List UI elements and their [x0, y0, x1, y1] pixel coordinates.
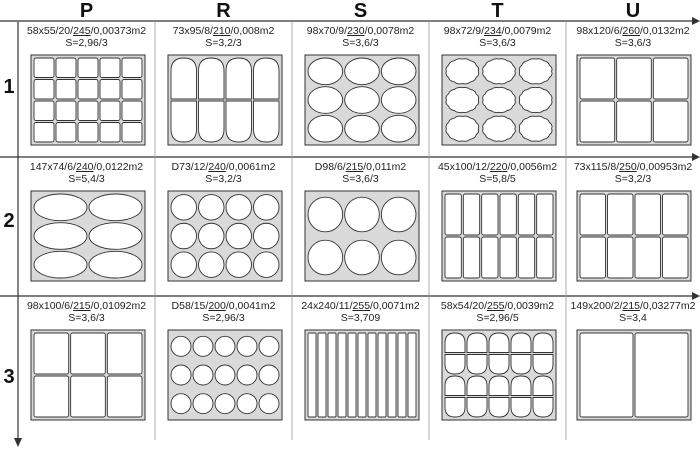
cavity — [381, 115, 416, 142]
cavity — [519, 59, 552, 84]
cell-spec-p2 — [18, 161, 155, 185]
dimension-label — [429, 161, 566, 173]
dimension-label — [155, 161, 292, 173]
tray-diagram-u2 — [576, 190, 692, 282]
column-header-t: T — [491, 0, 504, 22]
cavity — [653, 58, 688, 99]
cavity — [254, 58, 280, 99]
spec-part: /0,00373m2 — [90, 25, 147, 37]
spec-part: 210 — [212, 25, 231, 37]
cavity — [511, 398, 531, 418]
cavity — [107, 376, 142, 417]
cavity — [171, 195, 197, 221]
cavity — [259, 336, 279, 356]
cavity — [345, 197, 380, 232]
cavity — [489, 376, 509, 396]
cavity — [199, 195, 225, 221]
cavity — [483, 59, 516, 84]
area-label: S=3,4 — [619, 312, 647, 324]
area-label: S=5,4/3 — [68, 173, 105, 185]
spec-part: 230 — [347, 25, 365, 37]
cavity — [663, 237, 689, 278]
area-label: S=2,96/5 — [476, 312, 519, 324]
cavity — [215, 365, 235, 385]
cavity — [345, 115, 380, 142]
cavity — [71, 333, 106, 374]
cavity — [318, 333, 326, 417]
cavity — [445, 237, 461, 278]
cavity — [533, 376, 553, 396]
cavity — [237, 336, 257, 356]
dimension-label — [566, 300, 700, 312]
cavity — [463, 194, 479, 235]
dimension-label — [566, 25, 700, 37]
spec-part: /0,03277m2 — [640, 300, 696, 312]
cell-spec-t1 — [429, 25, 566, 49]
spec-part: 255 — [486, 300, 505, 312]
cavity — [171, 252, 197, 278]
spec-part: 260 — [622, 25, 641, 37]
cavity — [635, 333, 688, 417]
cavity — [34, 80, 54, 100]
area-label: S=5,8/5 — [479, 173, 516, 185]
spec-part: 250 — [619, 161, 637, 173]
dimension-label — [292, 161, 429, 173]
cavity — [254, 101, 280, 142]
dimension-label — [429, 300, 566, 312]
area-label: S=3,6/3 — [342, 173, 379, 185]
area-label: S=3,2/3 — [205, 37, 242, 49]
cavity — [226, 223, 252, 249]
dimension-label — [292, 25, 429, 37]
cavity — [378, 333, 386, 417]
cavity — [171, 101, 197, 142]
dimension-label — [566, 161, 700, 173]
cavity — [463, 237, 479, 278]
spec-part: 240 — [208, 161, 226, 173]
cavity — [34, 101, 54, 121]
spec-part: /0,0078m2 — [364, 25, 415, 37]
cavity — [635, 237, 661, 278]
area-label: S=3,2/3 — [614, 173, 652, 185]
area-label: S=3,709 — [340, 312, 381, 324]
cavity — [34, 376, 69, 417]
area-label: S=3,6/3 — [68, 312, 105, 324]
cell-spec-u3 — [566, 300, 700, 324]
tray-diagram-t3 — [441, 329, 557, 421]
cavity — [259, 365, 279, 385]
spec-part: /0,008m2 — [230, 25, 275, 37]
cavity — [100, 58, 120, 78]
cavity — [215, 336, 235, 356]
cavity — [445, 398, 465, 418]
cavity — [34, 223, 87, 250]
cavity — [237, 394, 257, 414]
down-arrow-icon — [14, 438, 22, 447]
spec-part: 98x100/6/ — [26, 300, 74, 312]
cavity — [608, 237, 634, 278]
cavity — [580, 194, 606, 235]
cavity — [537, 194, 553, 235]
cavity — [308, 115, 343, 142]
cavity — [518, 237, 534, 278]
spec-part: /0,0132m2 — [640, 25, 690, 37]
cavity — [580, 333, 633, 417]
spec-part: /0,0039m2 — [504, 300, 555, 312]
area-label: S=3,2/3 — [205, 173, 242, 185]
cavity — [199, 58, 225, 99]
cavity — [56, 101, 76, 121]
cavity — [446, 116, 479, 141]
cavity — [308, 58, 343, 85]
cavity — [71, 376, 106, 417]
right-arrow-icon — [692, 17, 700, 25]
cell-spec-u1 — [566, 25, 700, 49]
cavity — [226, 58, 252, 99]
cavity — [226, 195, 252, 221]
cavity — [78, 80, 98, 100]
cavity — [388, 333, 396, 417]
dimension-label — [18, 25, 155, 37]
cavity — [580, 237, 606, 278]
cavity — [89, 251, 142, 278]
area-label: S=3,6/3 — [342, 37, 379, 49]
cavity — [34, 194, 87, 221]
spec-part: 98x120/6/ — [576, 25, 623, 37]
cavity — [34, 123, 54, 143]
cavity — [381, 240, 416, 275]
cell-spec-r2 — [155, 161, 292, 185]
area-label: S=2,96/3 — [65, 37, 108, 49]
spec-part: 215 — [622, 300, 641, 312]
area-label: S=3,6/3 — [614, 37, 652, 49]
spec-part: /0,0056m2 — [507, 161, 558, 173]
cavity — [193, 394, 213, 414]
cavity — [308, 197, 343, 232]
cavity — [78, 58, 98, 78]
spec-part: /0,00953m2 — [636, 161, 693, 173]
cavity — [358, 333, 366, 417]
spec-part: 73x115/8/ — [573, 161, 620, 173]
spec-part: /0,011m2 — [363, 161, 407, 173]
column-header-u: U — [625, 0, 641, 22]
cavity — [78, 101, 98, 121]
spec-part: /0,01092m2 — [90, 300, 147, 312]
cell-spec-s2 — [292, 161, 429, 185]
cavity — [78, 123, 98, 143]
cavity — [500, 237, 516, 278]
cavity — [254, 252, 280, 278]
spec-part: 234 — [484, 25, 502, 37]
row-header-1: 1 — [3, 76, 15, 98]
cell-spec-p3 — [18, 300, 155, 324]
cavity — [489, 333, 509, 353]
cell-spec-t3 — [429, 300, 566, 324]
cavity — [580, 101, 615, 142]
dimension-label — [429, 25, 566, 37]
cavity — [89, 194, 142, 221]
cavity — [89, 223, 142, 250]
cavity — [368, 333, 376, 417]
tray-diagram-p1 — [30, 54, 146, 146]
cavity — [345, 87, 380, 114]
spec-part: /0,0071m2 — [370, 300, 420, 312]
cavity — [533, 355, 553, 375]
cavity — [533, 398, 553, 418]
cavity — [482, 194, 498, 235]
right-arrow-icon — [692, 292, 700, 300]
area-label: S=2,96/3 — [202, 312, 245, 324]
cavity — [482, 237, 498, 278]
cavity — [237, 365, 257, 385]
row-header-2: 2 — [3, 210, 15, 232]
cavity — [511, 333, 531, 353]
column-header-s: S — [353, 0, 368, 22]
cavity — [445, 333, 465, 353]
spec-part: D58/15/ — [171, 300, 209, 312]
tray-diagram-p3 — [30, 329, 146, 421]
tray-diagram-r1 — [167, 54, 283, 146]
cavity — [56, 80, 76, 100]
cavity — [635, 194, 661, 235]
cavity — [308, 333, 316, 417]
right-arrow-icon — [692, 153, 700, 161]
spec-part: 220 — [489, 161, 508, 173]
cavity — [122, 80, 142, 100]
cell-spec-r3 — [155, 300, 292, 324]
cavity — [467, 376, 487, 396]
spec-part: D73/12/ — [171, 161, 209, 173]
cavity — [580, 58, 615, 99]
spec-part: /0,0061m2 — [225, 161, 276, 173]
spec-part: D98/6/ — [314, 161, 346, 173]
cavity — [254, 195, 280, 221]
spec-part: 215 — [73, 300, 91, 312]
cavity — [445, 376, 465, 396]
cavity — [259, 394, 279, 414]
dimension-label — [18, 161, 155, 173]
tray-diagram-p2 — [30, 190, 146, 282]
cavity — [653, 101, 688, 142]
cavity — [398, 333, 406, 417]
area-label: S=3,6/3 — [479, 37, 516, 49]
cavity — [446, 87, 479, 112]
dimension-label — [155, 300, 292, 312]
spec-part: 58x55/20/ — [26, 25, 74, 37]
cavity — [308, 87, 343, 114]
cavity — [171, 336, 191, 356]
cavity — [171, 394, 191, 414]
cavity — [56, 123, 76, 143]
cavity — [34, 58, 54, 78]
spec-part: 215 — [345, 161, 364, 173]
spec-part: 200 — [208, 300, 226, 312]
cavity — [199, 252, 225, 278]
cavity — [100, 101, 120, 121]
cell-spec-u2 — [566, 161, 700, 185]
dimension-label — [155, 25, 292, 37]
cavity — [171, 223, 197, 249]
cavity — [408, 333, 416, 417]
cavity — [446, 59, 479, 84]
cavity — [107, 333, 142, 374]
cavity — [100, 123, 120, 143]
cavity — [381, 58, 416, 85]
cavity — [518, 194, 534, 235]
cavity — [519, 87, 552, 112]
cavity — [489, 398, 509, 418]
tray-diagram-t2 — [441, 190, 557, 282]
cavity — [511, 355, 531, 375]
cavity — [328, 333, 336, 417]
cavity — [199, 223, 225, 249]
spec-part: 147x74/6/ — [29, 161, 76, 173]
cavity — [489, 355, 509, 375]
tray-diagram-u3 — [576, 329, 692, 421]
cavity — [445, 194, 461, 235]
spec-part: 98x70/9/ — [306, 25, 348, 37]
cavity — [34, 333, 69, 374]
cavity — [122, 123, 142, 143]
cavity — [226, 252, 252, 278]
tray-diagram-s2 — [304, 190, 420, 282]
cavity — [193, 365, 213, 385]
spec-part: /0,0079m2 — [501, 25, 552, 37]
cavity — [199, 101, 225, 142]
cavity — [519, 116, 552, 141]
cell-spec-p1 — [18, 25, 155, 49]
tray-diagram-s1 — [304, 54, 420, 146]
tray-diagram-r2 — [167, 190, 283, 282]
tray-diagram-r3 — [167, 329, 283, 421]
cavity — [381, 197, 416, 232]
cavity — [467, 333, 487, 353]
cavity — [608, 194, 634, 235]
cell-spec-s1 — [292, 25, 429, 49]
cavity — [345, 240, 380, 275]
cell-spec-s3 — [292, 300, 429, 324]
spec-part: 24x240/11/ — [301, 300, 353, 312]
cell-spec-t2 — [429, 161, 566, 185]
spec-part: 45x100/12/ — [437, 161, 490, 173]
cavity — [533, 333, 553, 353]
cavity — [511, 376, 531, 396]
cavity — [467, 398, 487, 418]
cavity — [483, 87, 516, 112]
spec-part: 149x200/2/ — [570, 300, 623, 312]
column-header-p: P — [79, 0, 94, 22]
spec-part: 58x54/20/ — [440, 300, 487, 312]
cavity — [663, 194, 689, 235]
cavity — [122, 58, 142, 78]
spec-part: 73x95/8/ — [172, 25, 213, 37]
cavity — [500, 194, 516, 235]
tray-diagram-t1 — [441, 54, 557, 146]
row-header-3: 3 — [3, 366, 15, 388]
column-header-r: R — [216, 0, 231, 22]
cavity — [467, 355, 487, 375]
dimension-label — [292, 300, 429, 312]
cavity — [338, 333, 346, 417]
cavity — [226, 101, 252, 142]
tray-diagram-s3 — [304, 329, 420, 421]
cavity — [34, 251, 87, 278]
cavity — [122, 101, 142, 121]
spec-part: 240 — [75, 161, 94, 173]
cavity — [445, 355, 465, 375]
spec-part: 245 — [73, 25, 91, 37]
spec-part: /0,0041m2 — [225, 300, 276, 312]
cavity — [100, 80, 120, 100]
cavity — [215, 394, 235, 414]
cavity — [483, 116, 516, 141]
cavity — [193, 336, 213, 356]
cavity — [617, 101, 652, 142]
cavity — [617, 58, 652, 99]
cavity — [308, 240, 343, 275]
cavity — [171, 58, 197, 99]
cavity — [348, 333, 356, 417]
spec-part: 98x72/9/ — [443, 25, 485, 37]
tray-diagram-u1 — [576, 54, 692, 146]
dimension-label — [18, 300, 155, 312]
spec-part: /0,0122m2 — [93, 161, 144, 173]
cavity — [381, 87, 416, 114]
cell-spec-r1 — [155, 25, 292, 49]
cavity — [56, 58, 76, 78]
cavity — [537, 237, 553, 278]
cavity — [254, 223, 280, 249]
cavity — [171, 365, 191, 385]
spec-part: 255 — [352, 300, 371, 312]
cavity — [345, 58, 380, 85]
